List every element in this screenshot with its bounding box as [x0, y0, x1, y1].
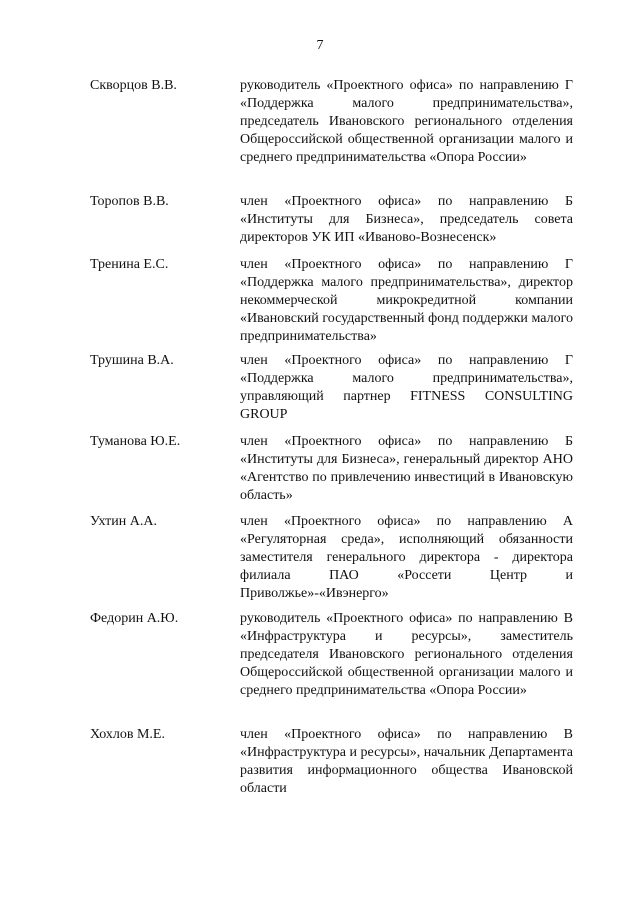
member-description: член «Проектного офиса» по направлению Г «Поддержка малого предпринимательства», директор некоммерческой микрокредитной компании «Ивановский государственный фонд поддержки малого предпринимательства»	[240, 257, 573, 344]
member-name: Тренина Е.С.	[90, 257, 169, 272]
member-name: Туманова Ю.Е.	[90, 434, 181, 449]
member-description: руководитель «Проектного офиса» по направлению Г «Поддержка малого предпринимательства», председатель Ивановского регионального отделения Общероссийской общественной организации малого и среднего предпринимательства «Опора России»	[240, 78, 573, 165]
member-description: руководитель «Проектного офиса» по направлению В «Инфраструктура и ресурсы», заместитель председателя Ивановского регионального отделения Общероссийской общественной организации малого и среднего предпринимательства «Опора России»	[240, 611, 573, 698]
member-name: Трушина В.А.	[90, 353, 174, 368]
member-description: член «Проектного офиса» по направлению Г «Поддержка малого предпринимательства», управляющий партнер FITNESS CONSULTING GROUP	[240, 353, 573, 422]
member-description: член «Проектного офиса» по направлению А «Регуляторная среда», исполняющий обязанности заместителя генерального директора - директора филиала ПАО «Россети Центр и Приволжье»-«Ивэнерго»	[240, 514, 573, 601]
member-name: Торопов В.В.	[90, 194, 169, 209]
member-description: член «Проектного офиса» по направлению В «Инфраструктура и ресурсы», начальник Департамента развития информационного общества Ивановской области	[240, 727, 573, 796]
member-description: член «Проектного офиса» по направлению Б «Институты для Бизнеса», генеральный директор АНО «Агентство по привлечению инвестиций в Ивановскую область»	[240, 434, 573, 503]
member-description: член «Проектного офиса» по направлению Б «Институты для Бизнеса», председатель совета директоров УК ИП «Иваново-Вознесенск»	[240, 194, 573, 245]
page-number: 7	[316, 38, 324, 53]
member-name: Хохлов М.Е.	[90, 727, 165, 742]
member-name: Ухтин А.А.	[90, 514, 157, 529]
member-name: Федорин А.Ю.	[90, 611, 179, 626]
member-name: Скворцов В.В.	[90, 78, 177, 93]
